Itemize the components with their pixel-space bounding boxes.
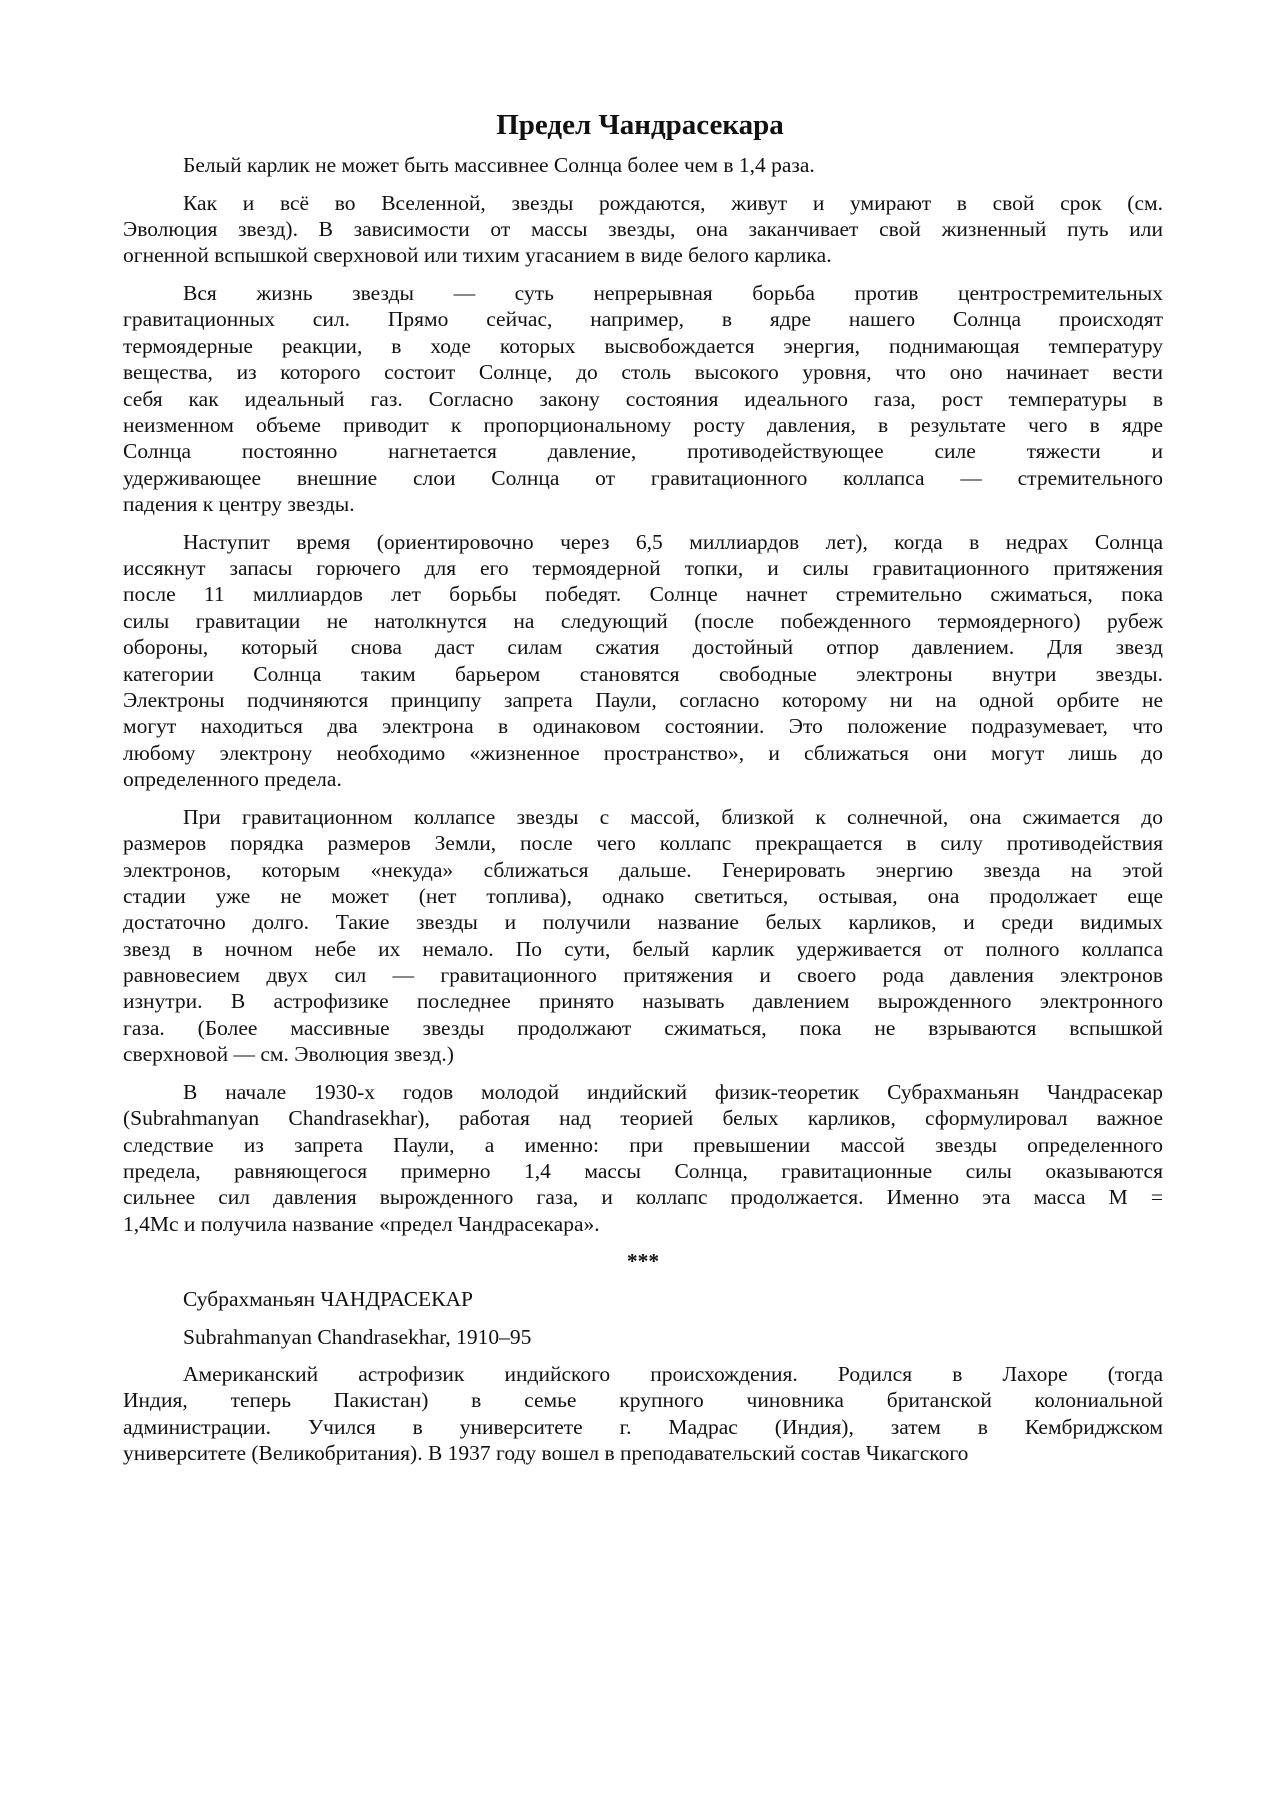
paragraph xyxy=(123,1079,1163,1237)
text-line: иссякнут запасы горючего для его термоядерной топки, и силы гравитационного притяжения xyxy=(123,556,1163,581)
text-line: удерживающее внешние слои Солнца от гравитационного коллапса — стремительного xyxy=(123,465,1163,490)
text-line: термоядерные реакции, в ходе которых высвобождается энергия, поднимающая температуру xyxy=(123,333,1163,358)
text-line: категории Солнца таким барьером становятся свободные электроны внутри звезды. xyxy=(123,661,1163,686)
document-body xyxy=(123,152,1163,1478)
text-line: неизменном объеме приводит к пропорциональному росту давления, в результате чего в ядре xyxy=(123,412,1163,437)
text-line: вещества, из которого состоит Солнце, до столь высокого уровня, что оно начинает вести xyxy=(123,360,1163,385)
text-line: огненной вспышкой сверхновой или тихим угасанием в виде белого карлика. xyxy=(123,243,832,268)
text-line: Как и всё во Вселенной, звезды рождаются, живут и умирают в свой срок (см. xyxy=(183,190,1163,215)
paragraph xyxy=(123,1361,1163,1467)
text-line: обороны, который снова даст силам сжатия достойный отпор давлением. Для звезд xyxy=(123,635,1163,660)
text-line: сверхновой — см. Эволюция звезд.) xyxy=(123,1042,454,1067)
text-line: газа. (Более массивные звезды продолжают сжиматься, пока не взрываются вспышкой xyxy=(123,1015,1163,1040)
text-line: предела, равняющегося примерно 1,4 массы Солнца, гравитационные силы оказываются xyxy=(123,1159,1163,1183)
text-line: после 11 миллиардов лет борьбы победят. Солнце начнет стремительно сжиматься, пока xyxy=(123,582,1163,607)
paragraph xyxy=(123,1286,1163,1312)
text-line: сильнее сил давления вырожденного газа, и коллапс продолжается. Именно эта масса М = xyxy=(123,1185,1163,1210)
text-line: Наступит время (ориентировочно через 6,5 миллиардов лет), когда в недрах Солнца xyxy=(183,529,1163,554)
text-line: размеров порядка размеров Земли, после чего коллапс прекращается в силу противодействия xyxy=(123,831,1163,856)
text-line: Белый карлик не может быть массивнее Солнца более чем в 1,4 раза. xyxy=(183,153,815,177)
text-line: Субрахманьян ЧАНДРАСЕКАР xyxy=(183,1286,473,1311)
paragraph xyxy=(123,190,1163,269)
text-line: определенного предела. xyxy=(123,767,342,792)
text-line: равновесием двух сил — гравитационного притяжения и своего рода давления электронов xyxy=(123,963,1163,988)
text-line: любому электрону необходимо «жизненное пространство», и сближаться они могут лишь до xyxy=(123,740,1163,765)
text-line: 1,4Мс и получила название «предел Чандрасекара». xyxy=(123,1211,600,1236)
text-line: Индия, теперь Пакистан) в семье крупного чиновника британской колониальной xyxy=(123,1388,1163,1413)
text-line: падения к центру звезды. xyxy=(123,492,355,517)
text-line: Электроны подчиняются принципу запрета Паули, согласно которому ни на одной орбите не xyxy=(123,687,1163,712)
text-line: Солнца постоянно нагнетается давление, противодействующее силе тяжести и xyxy=(123,439,1163,464)
text-line: достаточно долго. Такие звезды и получили название белых карликов, и среди видимых xyxy=(123,910,1163,935)
paragraph xyxy=(123,1324,1163,1350)
document-title: Предел Чандрасекара xyxy=(496,109,784,141)
text-line: следствие из запрета Паули, а именно: при превышении массой звезды определенного xyxy=(123,1132,1163,1157)
text-line: При гравитационном коллапсе звезды с массой, близкой к солнечной, она сжимается до xyxy=(183,804,1163,829)
text-line: электронов, которым «некуда» сближаться дальше. Генерировать энергию звезда на этой xyxy=(123,857,1163,882)
text-line: В начале 1930-х годов молодой индийский физик-теоретик Субрахманьян Чандрасекар xyxy=(183,1079,1163,1104)
text-line: изнутри. В астрофизике последнее принято называть давлением вырожденного электронного xyxy=(123,989,1163,1014)
text-line: гравитационных сил. Прямо сейчас, например, в ядре нашего Солнца происходят xyxy=(123,307,1163,332)
paragraph xyxy=(123,529,1163,793)
text-line: университете (Великобритания). В 1937 году вошел в преподавательский состав Чикагского xyxy=(123,1441,969,1466)
text-line: стадии уже не может (нет топлива), однако светиться, остывая, она продолжает еще xyxy=(123,883,1163,908)
text-line: Американский астрофизик индийского происхождения. Родился в Лахоре (тогда xyxy=(183,1362,1163,1387)
text-line: (Subrahmanyan Chandrasekhar), работая над теорией белых карликов, сформулировал важное xyxy=(123,1106,1163,1131)
text-line: силы гравитации не натолкнутся на следующий (после побежденного термоядерного) рубеж xyxy=(123,608,1163,633)
paragraph xyxy=(123,804,1163,1068)
text-line: Subrahmanyan Chandrasekhar, 1910–95 xyxy=(183,1324,532,1349)
section-separator xyxy=(123,1248,1163,1274)
text-line: Эволюция звезд). В зависимости от массы звезды, она заканчивает свой жизненный путь или xyxy=(123,216,1163,241)
paragraph xyxy=(123,152,1163,178)
text-line: звезд в ночном небе их немало. По сути, белый карлик удерживается от полного коллапса xyxy=(123,936,1163,961)
text-line: администрации. Учился в университете г. Мадрас (Индия), затем в Кембриджском xyxy=(123,1414,1163,1439)
text-line: *** xyxy=(626,1249,660,1274)
text-line: Вся жизнь звезды — суть непрерывная борьба против центростремительных xyxy=(183,280,1163,305)
paragraph xyxy=(123,280,1163,518)
text-line: себя как идеальный газ. Согласно закону состояния идеального газа, рост температуры в xyxy=(123,386,1163,411)
text-line: могут находиться два электрона в одинаковом состоянии. Это положение подразумевает, что xyxy=(123,714,1163,739)
